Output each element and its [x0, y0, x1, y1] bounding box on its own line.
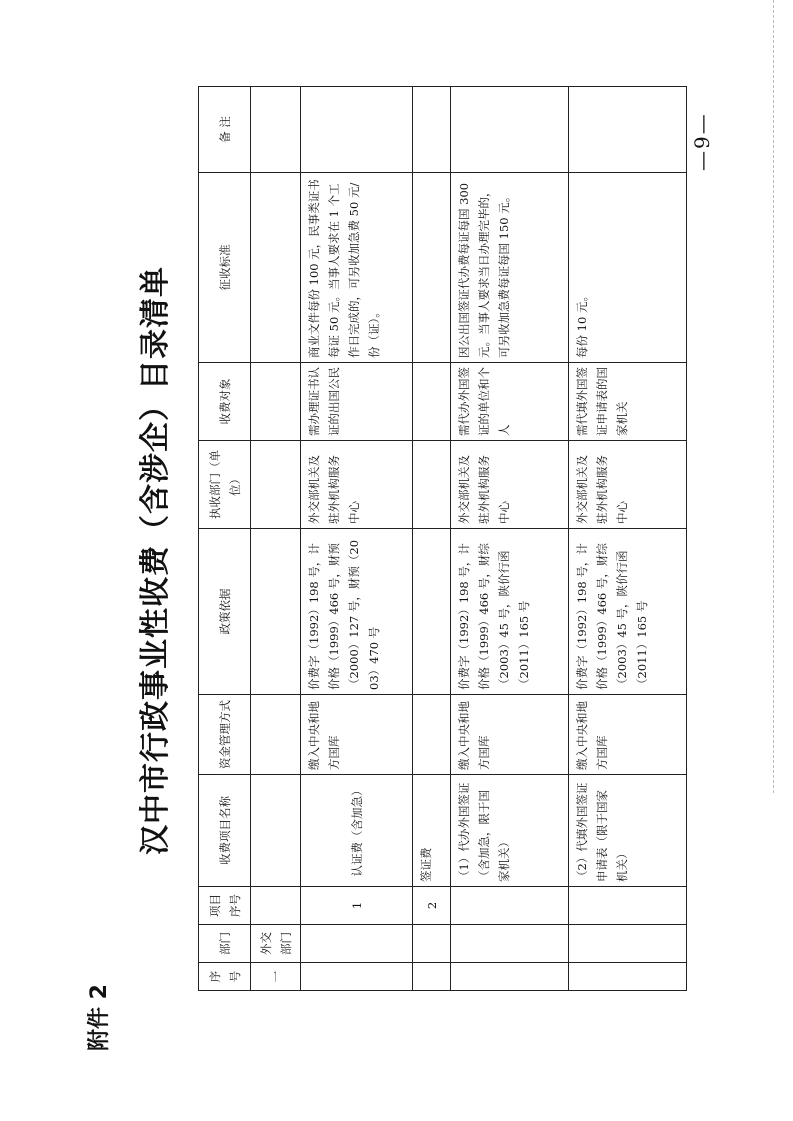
- header-standard: 征收标准: [199, 173, 251, 363]
- cell-standard: [251, 173, 301, 363]
- cell-remarks: [413, 87, 451, 173]
- header-item-name: 收费项目名称: [199, 775, 251, 887]
- header-remarks: 备 注: [199, 87, 251, 173]
- cell-policy: [413, 529, 451, 695]
- cell-seq: [451, 963, 569, 991]
- cell-item-seq: 1: [301, 887, 413, 925]
- header-fund-mgmt: 资金管理方式: [199, 695, 251, 775]
- cell-standard: 因公出国签证代办费每证每国 300 元。当事人要求当日办理完毕的，可另收加急费每证每国 150 元。: [451, 173, 569, 363]
- cell-item-seq: 2: [413, 887, 451, 925]
- cell-fund-mgmt: 缴入中央和地方国库: [451, 695, 569, 775]
- header-policy: 政策依据: [199, 529, 251, 695]
- cell-collector: 外交部机关及驻外机构服务中心: [569, 441, 687, 529]
- cell-seq: 一: [251, 963, 301, 991]
- cell-remarks: [251, 87, 301, 173]
- cell-fund-mgmt: 缴入中央和地方国库: [301, 695, 413, 775]
- cell-collector: 外交部机关及驻外机构服务中心: [301, 441, 413, 529]
- cell-dept: [301, 925, 413, 963]
- cell-item-seq: [251, 887, 301, 925]
- cell-collector: [251, 441, 301, 529]
- header-dept: 部门: [199, 925, 251, 963]
- cell-dept: [413, 925, 451, 963]
- cell-policy: 价费字（1992）198 号，计价格（1999）466 号，财综（2003）45 号，陕价行函（2011）165 号: [451, 529, 569, 695]
- table-header-row: [199, 87, 251, 991]
- table-row: [569, 87, 687, 991]
- cell-remarks: [301, 87, 413, 173]
- header-payer: 收费对象: [199, 363, 251, 441]
- document-title: 汉中市行政事业性收费（含涉企）目录清单: [138, 266, 173, 855]
- cell-payer: [251, 363, 301, 441]
- page-number: —9—: [690, 112, 714, 171]
- cell-policy: [251, 529, 301, 695]
- cell-dept: [569, 925, 687, 963]
- cell-policy: 价费字（1992）198 号，计价格（1999）466 号，财综（2003）45 号，陕价行函（2011）165 号: [569, 529, 687, 695]
- cell-payer: 需代办外国签证的单位和个人: [451, 363, 569, 441]
- attachment-label: 附件 2: [87, 984, 112, 1051]
- cell-item-seq: [451, 887, 569, 925]
- cell-dept: 外交部门: [251, 925, 301, 963]
- cell-collector: 外交部机关及驻外机构服务中心: [451, 441, 569, 529]
- cell-standard: 每份 10 元。: [569, 173, 687, 363]
- table-row: [413, 87, 451, 991]
- cell-fund-mgmt: [413, 695, 451, 775]
- header-collector: 执收部门（单位）: [199, 441, 251, 529]
- cell-item-name: [251, 775, 301, 887]
- cell-item-seq: [569, 887, 687, 925]
- cell-payer: 需办理证书认证的出国公民: [301, 363, 413, 441]
- cell-collector: [413, 441, 451, 529]
- cell-policy: 价费字（1992）198 号，计价格（1999）466 号，财预（2000）127 号，财预（2003）470 号: [301, 529, 413, 695]
- cell-standard: [413, 173, 451, 363]
- header-seq: 序号: [199, 963, 251, 991]
- cell-seq: [569, 963, 687, 991]
- cell-standard: 商业文件每份 100 元，民事类证书每证 50 元。当事人要求在 1 个工作日完成的，可另收加急费 50 元/份（证）。: [301, 173, 413, 363]
- cell-item-name: 签证费: [413, 775, 451, 887]
- cell-item-name: （1）代办外国签证（含加急，限于国家机关）: [451, 775, 569, 887]
- cell-remarks: [451, 87, 569, 173]
- cell-fund-mgmt: [251, 695, 301, 775]
- cell-seq: [413, 963, 451, 991]
- table-row: [451, 87, 569, 991]
- table-row: [301, 87, 413, 991]
- cell-item-name: 认证费（含加急）: [301, 775, 413, 887]
- cell-remarks: [569, 87, 687, 173]
- cell-dept: [451, 925, 569, 963]
- header-item-seq: 项目序号: [199, 887, 251, 925]
- fee-catalog-table: [198, 86, 687, 991]
- table-row: [251, 87, 301, 991]
- cell-item-name: （2）代填外国签证申请表（限于国家机关）: [569, 775, 687, 887]
- cell-fund-mgmt: 缴入中央和地方国库: [569, 695, 687, 775]
- cell-payer: 需代填外国签证申请表的国家机关: [569, 363, 687, 441]
- cell-payer: [413, 363, 451, 441]
- cell-seq: [301, 963, 413, 991]
